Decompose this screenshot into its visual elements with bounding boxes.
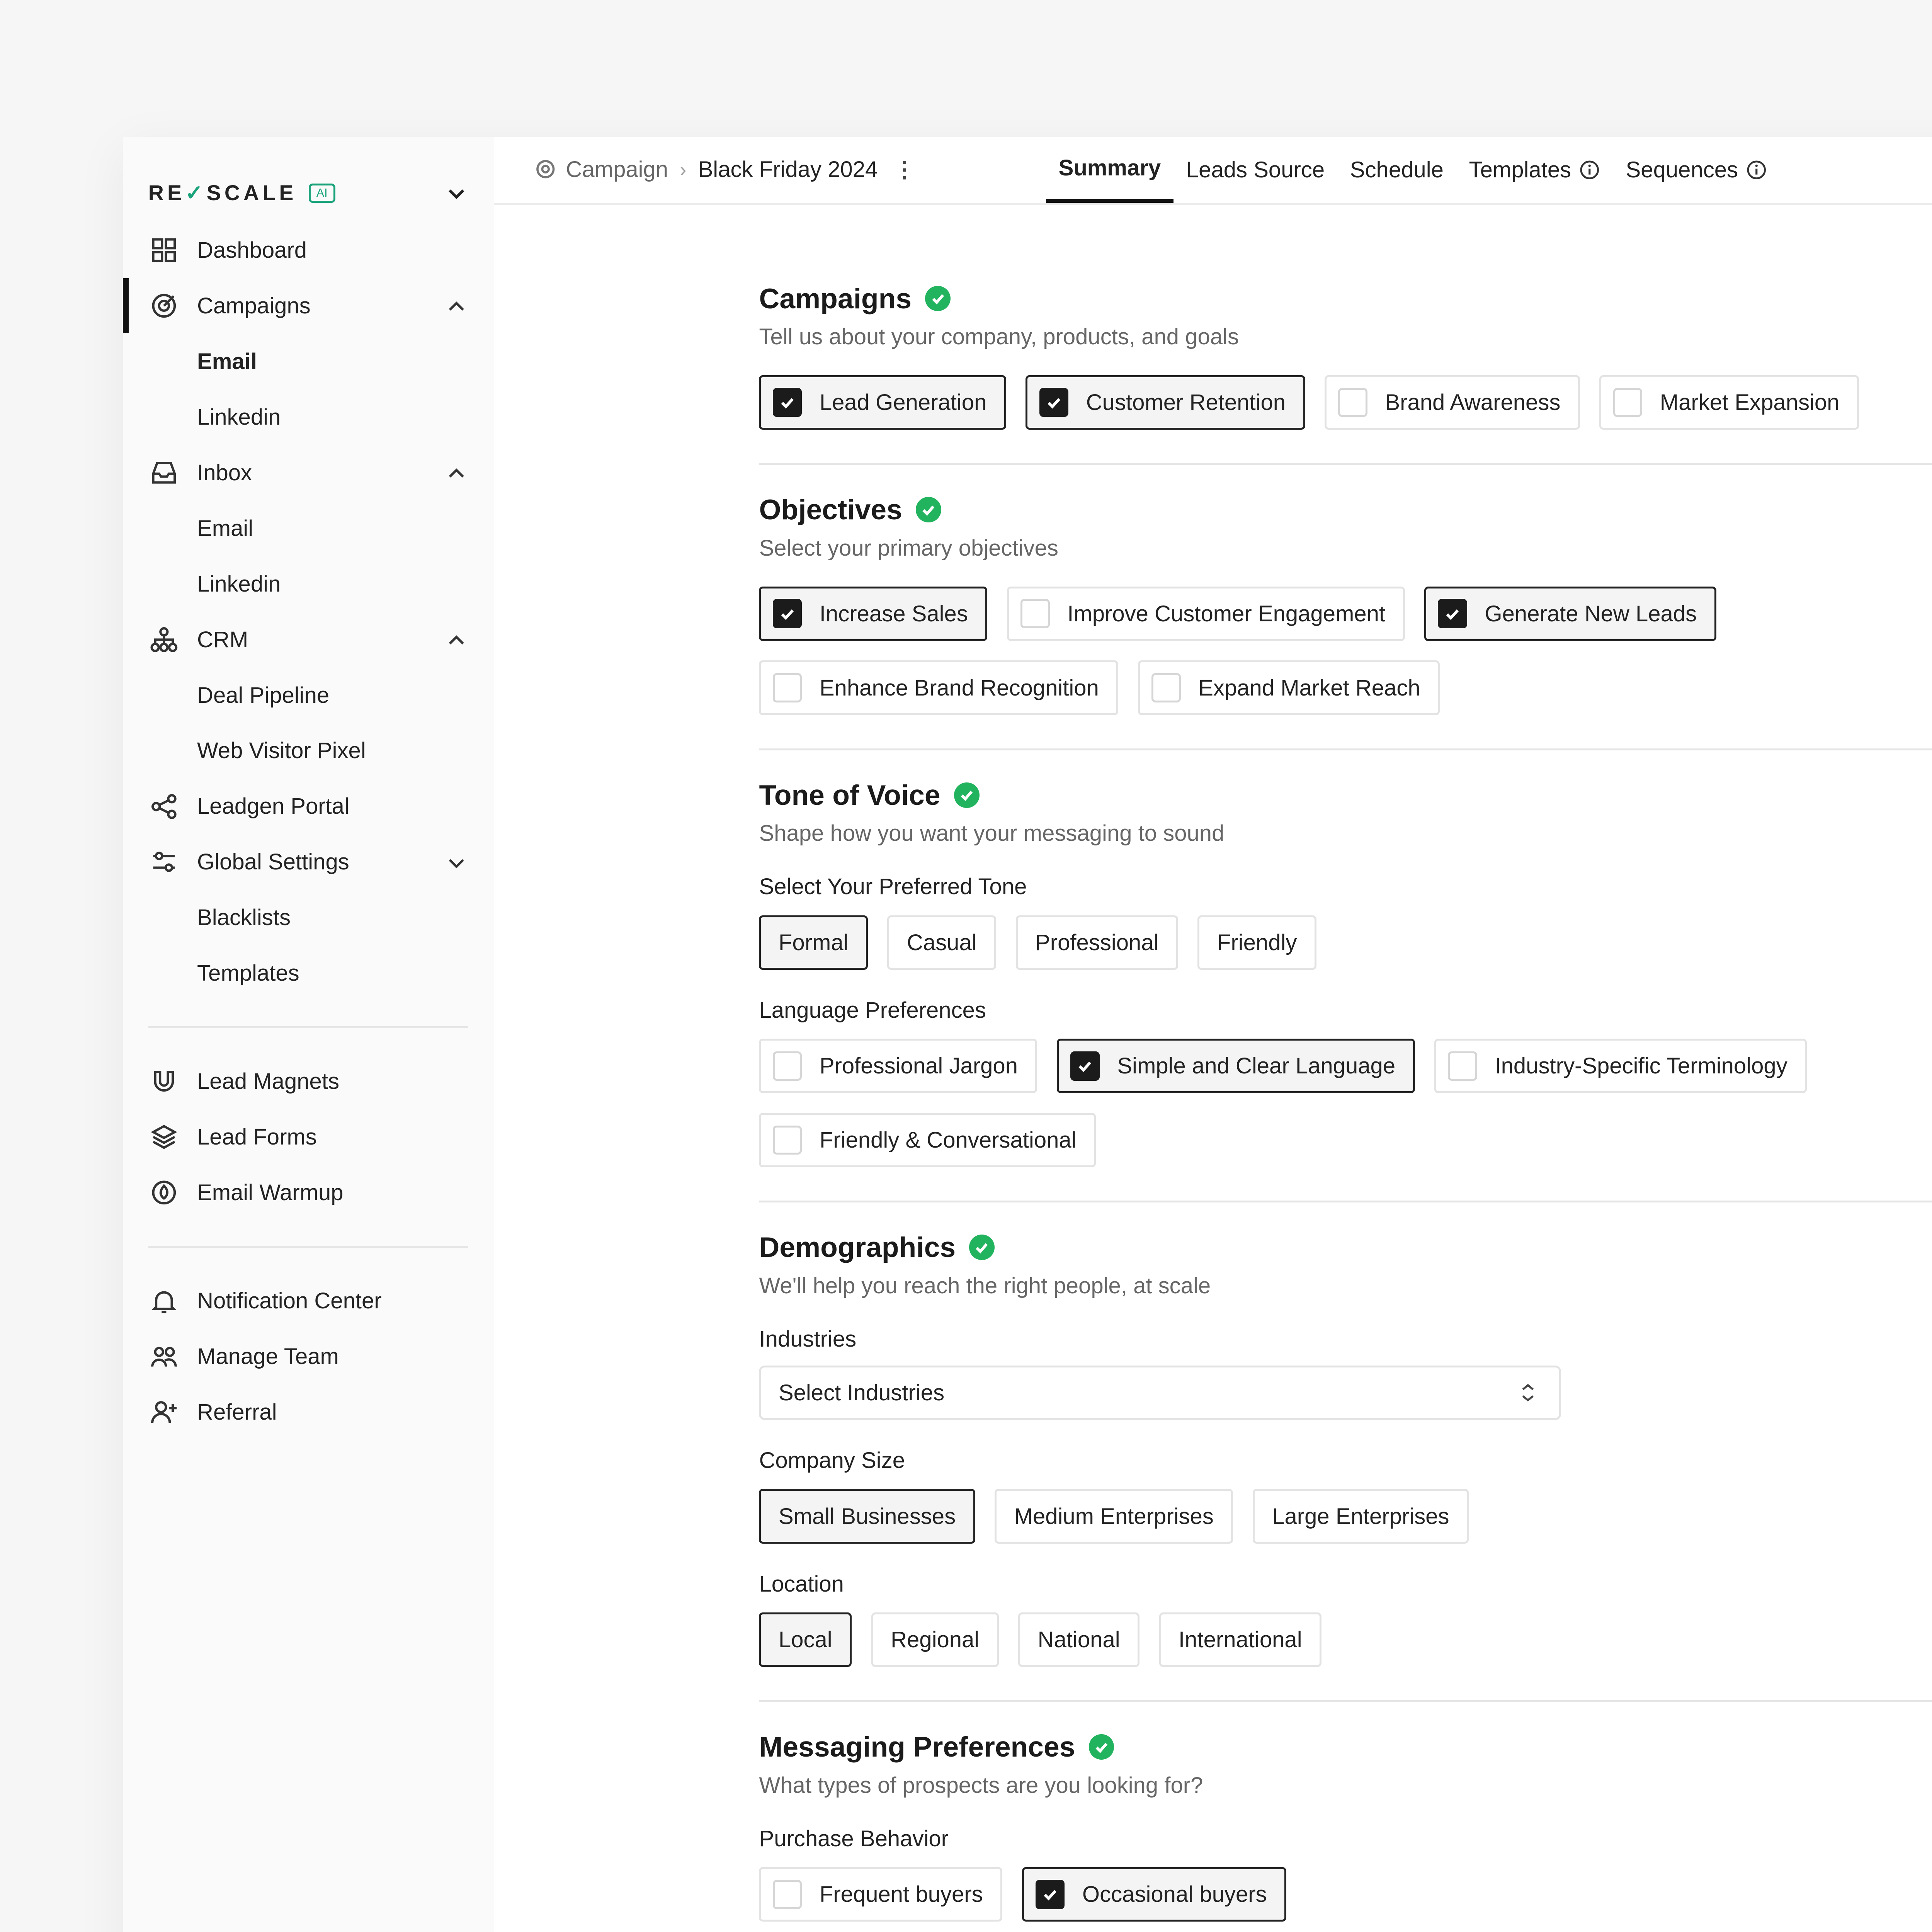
sidebar-item-label: Email <box>197 349 257 374</box>
sidebar-item-deal-pipeline[interactable] <box>123 667 494 723</box>
section-title-text: Tone of Voice <box>759 779 940 811</box>
sidebar-item-label: Linkedin <box>197 404 281 430</box>
ai-badge: AI <box>309 184 335 203</box>
app-window <box>123 137 1932 1932</box>
checkbox-checked-icon <box>773 388 802 417</box>
option-label: Formal <box>778 930 849 955</box>
check-circle-icon <box>1089 1734 1114 1760</box>
dashboard-icon <box>150 236 178 264</box>
option-national[interactable] <box>1018 1612 1139 1667</box>
option-label: Local <box>778 1627 832 1653</box>
option-enhance-brand-recognition[interactable] <box>759 660 1118 715</box>
option-label: Generate New Leads <box>1485 601 1697 626</box>
breadcrumb <box>535 156 914 182</box>
section-subtitle: We'll help you reach the right people, at scale <box>759 1273 1211 1298</box>
checkbox-checked-icon <box>1039 388 1069 417</box>
sidebar-item-label: CRM <box>197 627 248 652</box>
option-improve-customer-engagement[interactable] <box>1007 587 1405 641</box>
flame-icon <box>150 1179 178 1206</box>
target-icon <box>150 292 178 320</box>
top-bar <box>494 137 1932 205</box>
section-subtitle: Shape how you want your messaging to sound <box>759 821 1225 846</box>
chevron-down-icon[interactable] <box>445 852 468 875</box>
sidebar-nav <box>123 223 494 1440</box>
option-label: Medium Enterprises <box>1014 1503 1214 1529</box>
dashboard-icon <box>150 236 178 264</box>
sidebar-item-referral[interactable] <box>123 1384 494 1440</box>
sidebar-item-label: Notification Center <box>197 1288 382 1314</box>
option-expand-market-reach[interactable] <box>1138 660 1440 715</box>
group-label: Company Size <box>759 1448 905 1473</box>
tab-label: Schedule <box>1350 157 1444 182</box>
sidebar-item-crm[interactable] <box>123 612 494 667</box>
section-title-text: Demographics <box>759 1231 956 1264</box>
option-group <box>759 915 1932 970</box>
option-local[interactable] <box>759 1612 852 1667</box>
option-professional-jargon[interactable] <box>759 1039 1037 1093</box>
section-title <box>759 1228 1932 1267</box>
option-label: Friendly <box>1217 930 1297 955</box>
sidebar-item-email-warmup[interactable] <box>123 1165 494 1221</box>
option-label: International <box>1179 1627 1302 1653</box>
settings-sliders-icon <box>150 848 178 876</box>
team-icon <box>150 1343 178 1371</box>
option-formal[interactable] <box>759 915 868 970</box>
option-label: Brand Awareness <box>1385 390 1561 415</box>
share-icon <box>150 793 178 820</box>
inbox-icon <box>150 459 178 486</box>
sidebar-item-label: Leadgen Portal <box>197 794 349 819</box>
tab-label: Sequences <box>1626 157 1738 182</box>
sidebar-item-label: Dashboard <box>197 238 307 263</box>
option-label: Large Enterprises <box>1272 1503 1449 1529</box>
sidebar-item-leadgen-portal[interactable] <box>123 779 494 834</box>
option-label: Friendly & Conversational <box>819 1128 1077 1153</box>
section-subtitle: Select your primary objectives <box>759 535 1058 561</box>
section-objectives <box>759 490 1932 750</box>
option-regional[interactable] <box>871 1612 999 1667</box>
user-plus-icon <box>150 1398 178 1426</box>
option-label: Professional <box>1035 930 1159 955</box>
user-plus-icon <box>150 1398 178 1426</box>
section-tone-of-voice <box>759 776 1932 1202</box>
sidebar-item-label: Campaigns <box>197 293 311 319</box>
crm-icon <box>150 626 178 653</box>
option-large-enterprises[interactable] <box>1253 1489 1469 1543</box>
checkbox-icon <box>773 1126 802 1155</box>
group-label: Purchase Behavior <box>759 1826 949 1851</box>
chevron-up-icon[interactable] <box>445 463 468 486</box>
tab-label: Leads Source <box>1186 157 1325 182</box>
chevron-up-icon[interactable] <box>445 629 468 653</box>
sidebar-divider <box>148 1026 468 1028</box>
sidebar-item-label: Deal Pipeline <box>197 682 330 708</box>
chevron-up-down-icon <box>1516 1381 1540 1405</box>
layers-icon <box>150 1123 178 1151</box>
info-icon <box>1579 159 1600 181</box>
checkbox-icon <box>1613 388 1643 417</box>
sidebar-item-label: Lead Forms <box>197 1124 317 1150</box>
sidebar-item-global-settings[interactable] <box>123 834 494 890</box>
option-generate-new-leads[interactable] <box>1424 587 1716 641</box>
option-label: Lead Generation <box>819 390 987 415</box>
section-subtitle: Tell us about your company, products, and goals <box>759 324 1239 350</box>
sidebar-item-label: Blacklists <box>197 905 291 930</box>
group-label: Language Preferences <box>759 997 986 1023</box>
option-label: National <box>1037 1627 1120 1653</box>
sidebar-item-dashboard[interactable] <box>123 223 494 278</box>
group-label: Industries <box>759 1326 857 1352</box>
option-group <box>759 1612 1932 1667</box>
section-title <box>759 776 1932 815</box>
sidebar-item-campaigns[interactable] <box>123 278 494 334</box>
option-small-businesses[interactable] <box>759 1489 975 1543</box>
select-placeholder: Select Industries <box>778 1380 945 1406</box>
tab-sequences[interactable] <box>1613 137 1780 203</box>
checkbox-checked-icon <box>1438 599 1467 628</box>
option-label: Expand Market Reach <box>1198 675 1420 701</box>
section-campaigns <box>759 279 1932 465</box>
sidebar-item-lead-forms[interactable] <box>123 1109 494 1165</box>
group-label: Select Your Preferred Tone <box>759 874 1027 900</box>
sidebar-item-label: Global Settings <box>197 849 349 875</box>
option-customer-retention[interactable] <box>1026 375 1305 430</box>
sidebar-item-inbox[interactable] <box>123 445 494 500</box>
checkbox-checked-icon <box>1070 1051 1100 1081</box>
sidebar-divider <box>148 1246 468 1248</box>
sidebar-item-email[interactable] <box>123 500 494 556</box>
option-label: Industry-Specific Terminology <box>1495 1053 1787 1079</box>
section-messaging-preferences <box>759 1728 1932 1932</box>
option-group <box>759 1039 1932 1167</box>
tab-leads-source[interactable] <box>1173 137 1337 203</box>
sidebar-item-linkedin[interactable] <box>123 556 494 612</box>
checkbox-icon <box>773 673 802 702</box>
sidebar-item-label: Web Visitor Pixel <box>197 738 366 764</box>
option-professional[interactable] <box>1016 915 1178 970</box>
tab-summary[interactable] <box>1046 137 1173 203</box>
crm-icon <box>150 626 178 653</box>
share-icon <box>150 793 178 820</box>
checkbox-icon <box>1020 599 1050 628</box>
chevron-down-icon[interactable] <box>445 182 468 205</box>
option-label: Occasional buyers <box>1082 1882 1267 1907</box>
sidebar-item-templates[interactable] <box>123 946 494 1001</box>
sidebar-item-blacklists[interactable] <box>123 890 494 946</box>
sidebar-item-label: Templates <box>197 961 299 986</box>
campaign-summary-form <box>759 254 1932 1932</box>
breadcrumb-current: Black Friday 2024 <box>698 156 878 182</box>
option-lead-generation[interactable] <box>759 375 1006 430</box>
tab-templates[interactable] <box>1456 137 1613 203</box>
sidebar-item-linkedin[interactable] <box>123 389 494 445</box>
check-circle-icon <box>969 1235 995 1260</box>
bell-icon <box>150 1287 178 1315</box>
option-group <box>759 1867 1932 1922</box>
section-title-text: Campaigns <box>759 282 912 315</box>
checkbox-checked-icon <box>773 599 802 628</box>
option-label: Professional Jargon <box>819 1053 1018 1079</box>
check-circle-icon <box>954 782 980 808</box>
team-icon <box>150 1343 178 1371</box>
checkbox-icon <box>1338 388 1367 417</box>
section-subtitle: What types of prospects are you looking for? <box>759 1772 1203 1798</box>
checkbox-icon <box>773 1051 802 1081</box>
option-medium-enterprises[interactable] <box>995 1489 1233 1543</box>
option-casual[interactable] <box>887 915 996 970</box>
section-title <box>759 1728 1932 1767</box>
option-label: Regional <box>891 1627 980 1653</box>
target-icon <box>150 292 178 320</box>
sidebar-item-label: Referral <box>197 1400 277 1425</box>
breadcrumb-root[interactable]: Campaign <box>566 156 668 182</box>
checkbox-icon <box>1151 673 1181 702</box>
option-label: Simple and Clear Language <box>1117 1053 1396 1079</box>
section-title-text: Messaging Preferences <box>759 1731 1075 1763</box>
check-circle-icon <box>925 286 951 311</box>
option-friendly-conversational[interactable] <box>759 1113 1096 1167</box>
option-occasional-buyers[interactable] <box>1022 1867 1286 1922</box>
group-label: Location <box>759 1571 844 1597</box>
inbox-icon <box>150 459 178 486</box>
sidebar-item-label: Linkedin <box>197 571 281 597</box>
sidebar <box>123 137 494 1932</box>
breadcrumb-separator-icon: › <box>680 158 687 180</box>
sidebar-item-label: Inbox <box>197 460 252 485</box>
tab-label: Templates <box>1469 157 1571 182</box>
option-label: Small Businesses <box>778 1503 956 1529</box>
chevron-up-icon[interactable] <box>445 296 468 319</box>
option-market-expansion[interactable] <box>1599 375 1859 430</box>
option-friendly[interactable] <box>1197 915 1316 970</box>
sidebar-item-lead-magnets[interactable] <box>123 1054 494 1109</box>
section-title-text: Objectives <box>759 494 902 526</box>
settings-sliders-icon <box>150 848 178 876</box>
checkbox-icon <box>1448 1051 1477 1081</box>
option-group <box>759 587 1932 715</box>
option-frequent-buyers[interactable] <box>759 1867 1002 1922</box>
industries-select[interactable] <box>759 1366 1561 1420</box>
sidebar-item-label: Email Warmup <box>197 1180 344 1206</box>
sidebar-item-web-visitor-pixel[interactable] <box>123 723 494 779</box>
option-label: Enhance Brand Recognition <box>819 675 1099 701</box>
checkbox-checked-icon <box>1036 1880 1065 1909</box>
option-label: Improve Customer Engagement <box>1067 601 1386 626</box>
section-title <box>759 490 1932 529</box>
option-label: Customer Retention <box>1086 390 1286 415</box>
flame-icon <box>150 1179 178 1206</box>
sidebar-item-notification-center[interactable] <box>123 1273 494 1329</box>
campaign-icon <box>535 158 556 180</box>
info-icon <box>1746 159 1767 181</box>
option-group <box>759 1489 1932 1543</box>
option-label: Frequent buyers <box>819 1882 983 1907</box>
option-label: Increase Sales <box>819 601 968 626</box>
logo: RE✓SCALE <box>148 181 297 205</box>
sidebar-item-label: Email <box>197 515 253 541</box>
section-title <box>759 279 1932 318</box>
bell-icon <box>150 1287 178 1315</box>
magnet-icon <box>150 1068 178 1095</box>
option-industry-specific-terminology[interactable] <box>1434 1039 1807 1093</box>
option-simple-and-clear-language[interactable] <box>1057 1039 1415 1093</box>
option-brand-awareness[interactable] <box>1325 375 1580 430</box>
workspace-switcher[interactable] <box>148 156 468 230</box>
section-demographics <box>759 1228 1932 1702</box>
checkbox-icon <box>773 1880 802 1909</box>
layers-icon <box>150 1123 178 1151</box>
check-circle-icon <box>916 497 941 522</box>
sidebar-item-manage-team[interactable] <box>123 1329 494 1384</box>
sidebar-item-email[interactable] <box>123 334 494 389</box>
tab-bar <box>1046 137 1780 203</box>
sidebar-item-label: Lead Magnets <box>197 1069 340 1094</box>
option-group <box>759 375 1932 430</box>
option-label: Market Expansion <box>1660 390 1840 415</box>
sidebar-item-label: Manage Team <box>197 1344 339 1369</box>
tab-label: Summary <box>1058 155 1161 180</box>
tab-schedule[interactable] <box>1337 137 1456 203</box>
magnet-icon <box>150 1068 178 1095</box>
option-label: Casual <box>906 930 977 955</box>
more-options-icon[interactable]: ⋮ <box>893 157 914 182</box>
option-increase-sales[interactable] <box>759 587 987 641</box>
option-international[interactable] <box>1159 1612 1321 1667</box>
